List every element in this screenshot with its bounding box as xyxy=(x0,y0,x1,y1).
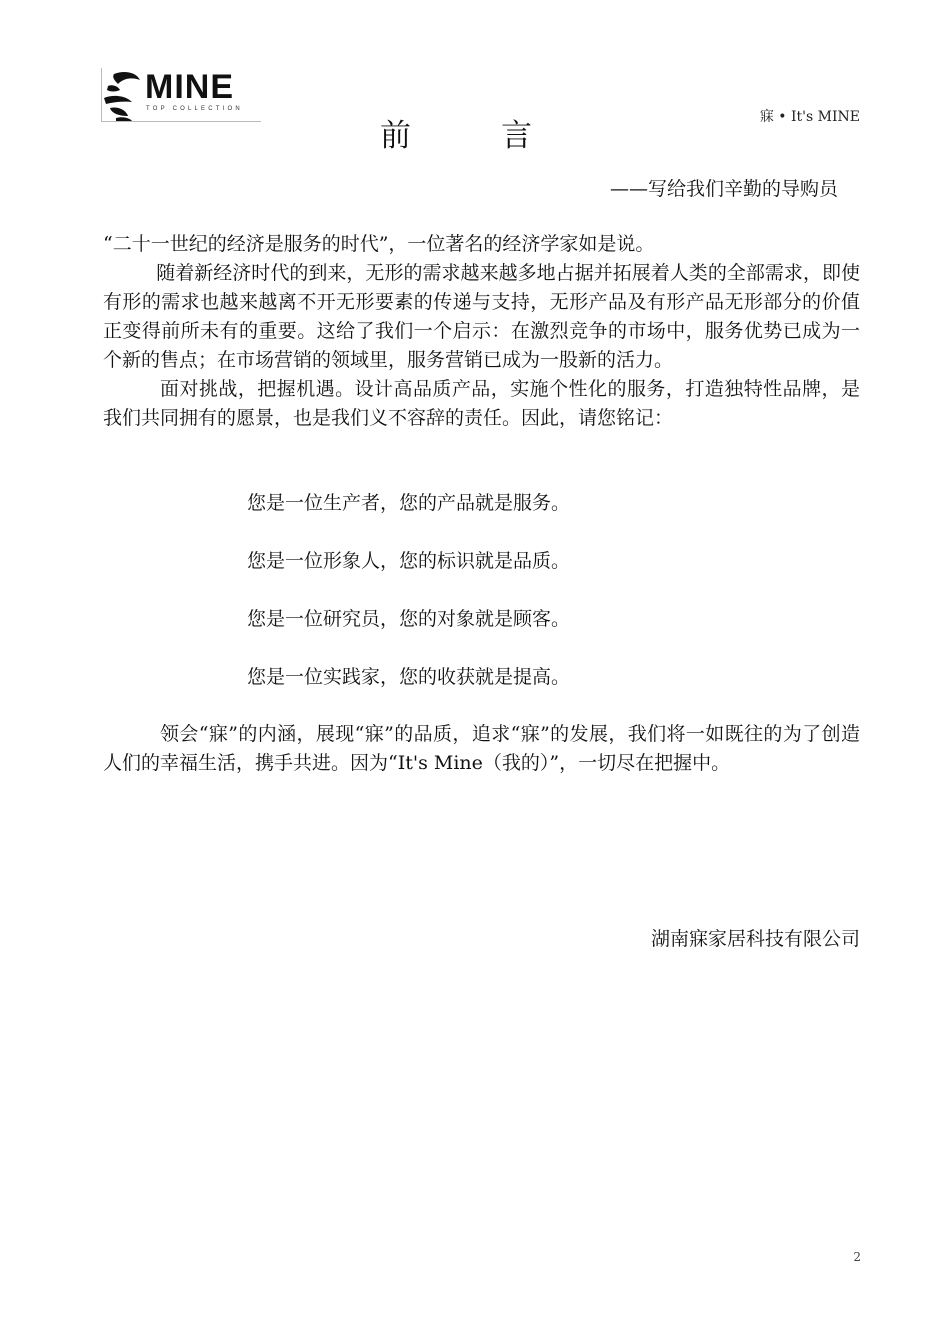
creed-line: 您是一位实践家，您的收获就是提高。 xyxy=(247,666,571,688)
company-signature: 湖南寐家居科技有限公司 xyxy=(650,928,860,950)
page-subtitle: ——写给我们辛勤的导购员 xyxy=(609,178,838,200)
logo-figure-icon xyxy=(102,68,146,122)
creed-line: 您是一位生产者，您的产品就是服务。 xyxy=(247,492,571,514)
logo-tagline: TOP COLLECTION xyxy=(146,106,243,112)
logo-wordmark: MINE xyxy=(145,68,234,106)
page-number: 2 xyxy=(853,1250,861,1264)
preface-paragraph-quote: “二十一世纪的经济是服务的时代”，一位著名的经济学家如是说。 xyxy=(103,233,655,255)
closing-paragraph: 领会“寐”的内涵，展现“寐”的品质，追求“寐”的发展，我们将一如既往的为了创造人们的幸福生活，携手共进。因为“It's Mine（我的）”，一切尽在把握中。 xyxy=(103,723,860,774)
page-title: 前言 xyxy=(380,118,622,154)
preface-paragraph-challenge: 面对挑战，把握机遇。设计高品质产品，实施个性化的服务，打造独特性品牌，是我们共同拥有的愿景，也是我们义不容辞的责任。因此，请您铭记： xyxy=(103,378,860,429)
preface-body xyxy=(103,230,860,433)
creed-line: 您是一位形象人，您的标识就是品质。 xyxy=(247,550,571,572)
creed-list xyxy=(247,489,570,721)
creed-line: 您是一位研究员，您的对象就是顾客。 xyxy=(247,608,571,630)
header-brand-text: 寐 • It's MINE xyxy=(759,109,860,125)
company-logo xyxy=(101,68,261,122)
preface-paragraph-economy: 随着新经济时代的到来，无形的需求越来越多地占据并拓展着人类的全部需求，即使有形的需求也越来越离不开无形要素的传递与支持，无形产品及有形产品无形部分的价值正变得前所未有的重要。这给了我们一个启示：在激烈竞争的市场中，服务优势已成为一个新的售点；在市场营销的领域里，服务营销已成为一股新的活力。 xyxy=(103,262,860,371)
closing-block xyxy=(103,720,860,778)
